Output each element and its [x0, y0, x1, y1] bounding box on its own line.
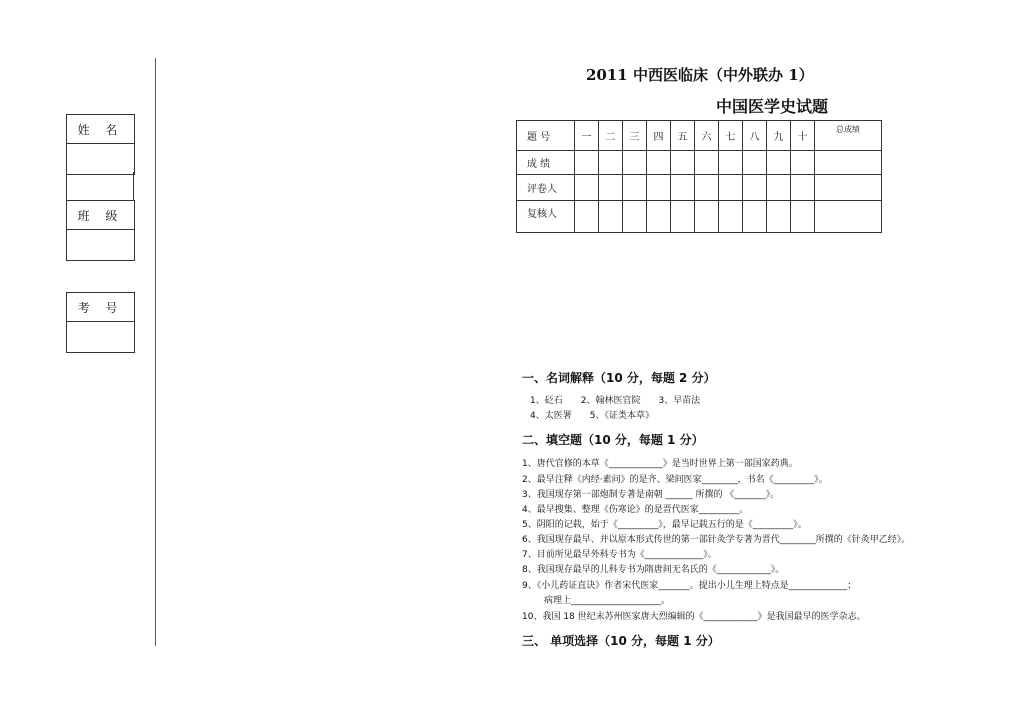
- name-label: 姓 名: [67, 115, 134, 144]
- score-cell[interactable]: [575, 151, 599, 175]
- box-connector-right: [133, 172, 134, 200]
- numeral-2: 二: [599, 121, 623, 151]
- fill-q9-cont: 病理上____________________。: [544, 596, 671, 606]
- score-cell[interactable]: [767, 151, 791, 175]
- total-header: 总成绩: [815, 121, 882, 151]
- id-field[interactable]: [67, 322, 134, 352]
- score-cell[interactable]: [671, 175, 695, 201]
- fill-q8: 8、我国现存最早的儿科专书为隋唐间无名氏的《____________》。: [522, 565, 785, 575]
- score-cell[interactable]: [623, 201, 647, 233]
- fill-q2: 2、最早注释《内经·素问》的是齐、梁间医家________，书名《_________》。: [522, 475, 828, 485]
- class-field[interactable]: [67, 230, 134, 260]
- score-cell[interactable]: [815, 175, 882, 201]
- numeral-1: 一: [575, 121, 599, 151]
- col-header: 题 号: [517, 121, 575, 151]
- score-cell[interactable]: [599, 201, 623, 233]
- numeral-7: 七: [719, 121, 743, 151]
- section-1-line-1: 1、砭石 2、翰林医官院 3、早苗法: [530, 396, 701, 406]
- numeral-3: 三: [623, 121, 647, 151]
- score-cell[interactable]: [647, 201, 671, 233]
- box-connector-left: [66, 172, 67, 200]
- fill-q1: 1、唐代官修的本草《____________》是当时世界上第一部国家药典。: [522, 459, 798, 469]
- score-cell[interactable]: [599, 151, 623, 175]
- score-cell[interactable]: [743, 201, 767, 233]
- name-field[interactable]: [67, 144, 134, 174]
- class-box: [66, 200, 135, 261]
- section-2-title: 二、填空题（10 分，每题 1 分）: [522, 433, 704, 447]
- id-box: [66, 292, 135, 353]
- class-label: 班 级: [67, 201, 134, 230]
- score-cell[interactable]: [743, 151, 767, 175]
- score-cell[interactable]: [647, 151, 671, 175]
- score-cell[interactable]: [791, 151, 815, 175]
- score-cell[interactable]: [719, 201, 743, 233]
- numeral-8: 八: [743, 121, 767, 151]
- score-cell[interactable]: [815, 151, 882, 175]
- score-cell[interactable]: [623, 175, 647, 201]
- fill-q4: 4、最早搜集、整理《伤寒论》的是晋代医家_________。: [522, 505, 749, 515]
- score-cell[interactable]: [791, 201, 815, 233]
- section-1-title: 一、名词解释（10 分，每题 2 分）: [522, 371, 716, 385]
- section-1-line-2: 4、太医署 5、《证类本草》: [530, 411, 654, 421]
- score-cell[interactable]: [599, 175, 623, 201]
- score-cell[interactable]: [575, 201, 599, 233]
- score-cell[interactable]: [815, 201, 882, 233]
- score-cell[interactable]: [767, 201, 791, 233]
- score-cell[interactable]: [695, 175, 719, 201]
- score-cell[interactable]: [695, 151, 719, 175]
- score-cell[interactable]: [671, 151, 695, 175]
- score-cell[interactable]: [695, 201, 719, 233]
- score-cell[interactable]: [575, 175, 599, 201]
- fill-q10: 10、我国 18 世纪末苏州医家唐大烈编辑的《____________》是我国最早的医学杂志。: [522, 612, 866, 622]
- name-box: [66, 114, 135, 175]
- score-cell[interactable]: [719, 151, 743, 175]
- exam-subtitle: 中国医学史试题: [716, 97, 829, 116]
- id-label: 考 号: [67, 293, 134, 322]
- fill-q3: 3、我国现存第一部炮制专著是南朝 ______ 所撰的 《_______》。: [522, 490, 780, 500]
- row-grader: 评卷人: [517, 175, 575, 201]
- score-cell[interactable]: [791, 175, 815, 201]
- score-cell[interactable]: [671, 201, 695, 233]
- numeral-5: 五: [671, 121, 695, 151]
- fill-q7: 7、目前所见最早外科专书为《_____________》。: [522, 550, 717, 560]
- score-cell[interactable]: [719, 175, 743, 201]
- numeral-9: 九: [767, 121, 791, 151]
- numeral-10: 十: [791, 121, 815, 151]
- numeral-6: 六: [695, 121, 719, 151]
- row-score: 成 绩: [517, 151, 575, 175]
- score-cell[interactable]: [767, 175, 791, 201]
- score-cell[interactable]: [743, 175, 767, 201]
- score-table: [516, 120, 882, 233]
- fill-q9: 9、《小儿药证直诀》作者宋代医家_______。提出小儿生理上特点是_____________；: [522, 581, 857, 591]
- fill-q6: 6、我国现存最早、并以原本形式传世的第一部针灸学专著为晋代________所撰的《针灸甲乙经》。: [522, 535, 911, 545]
- fill-q5: 5、阴阳的记载，始于《_________》，最早记载五行的是《_________》。: [522, 520, 807, 530]
- score-cell[interactable]: [623, 151, 647, 175]
- numeral-4: 四: [647, 121, 671, 151]
- section-3-title: 三、 单项选择（10 分，每题 1 分）: [522, 634, 720, 648]
- binding-line: [155, 58, 156, 646]
- exam-title: 2011 中西医临床（中外联办 1）: [586, 66, 814, 84]
- row-reviewer: 复核人: [517, 201, 575, 233]
- score-cell[interactable]: [647, 175, 671, 201]
